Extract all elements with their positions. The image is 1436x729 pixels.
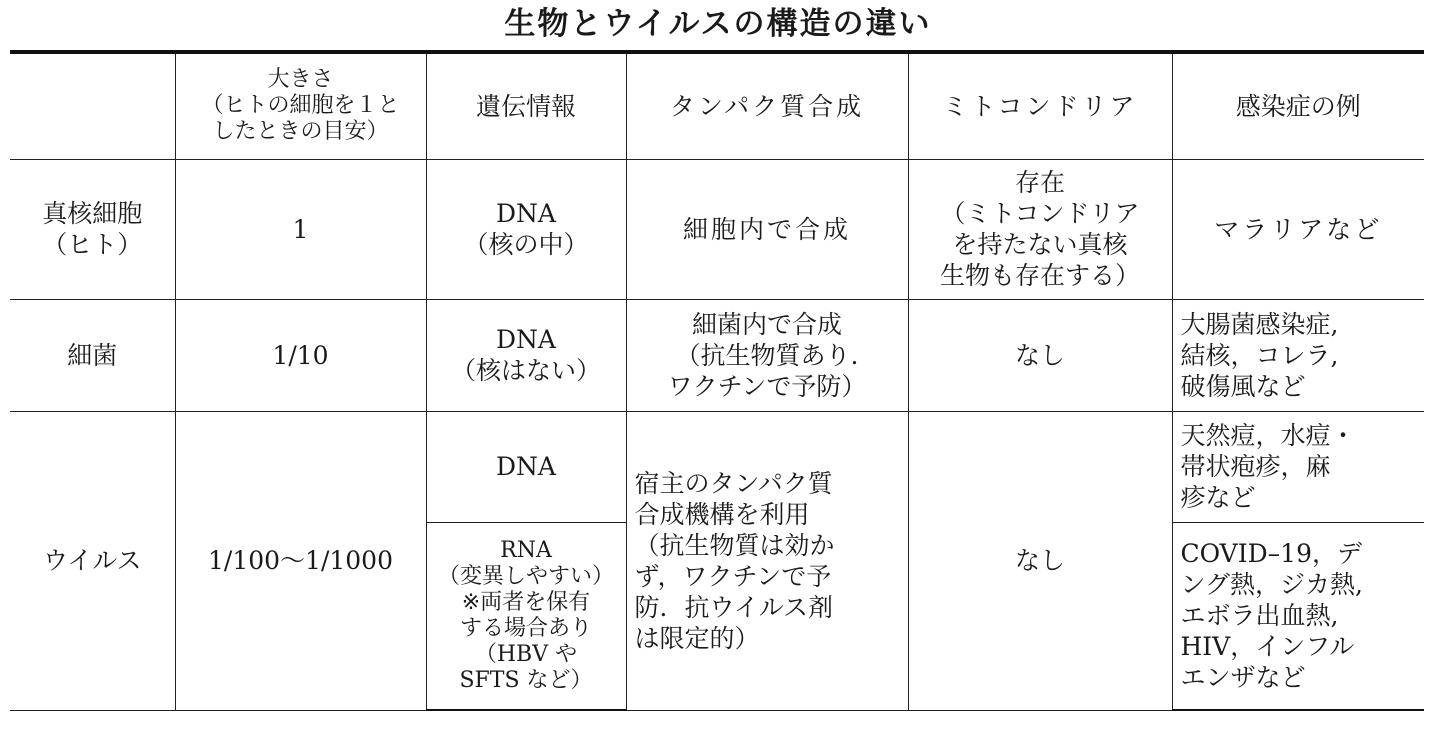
page-title: 生物とウイルスの構造の違い — [504, 6, 932, 42]
example-eukaryote: マラリアなど — [1172, 159, 1424, 299]
header-genetic-info: 遺伝情報 — [426, 52, 626, 159]
table-row-virus-dna — [10, 411, 1424, 522]
mito-virus: なし — [908, 411, 1172, 710]
mito-bacteria: なし — [908, 299, 1172, 411]
example-virus-dna: 天然痘，水痘・ 帯状疱疹，麻 疹など — [1172, 411, 1424, 522]
size-bacteria: 1/10 — [175, 299, 426, 411]
genetic-eukaryote: DNA （核の中） — [426, 159, 626, 299]
header-protein-synthesis: タンパク質合成 — [626, 52, 908, 159]
example-virus-rna: COVID–19，デ ング熱，ジカ熱, エボラ出血熱, HIV，インフル エンザなど — [1172, 522, 1424, 710]
header-row — [10, 52, 1424, 159]
header-mitochondria: ミトコンドリア — [908, 52, 1172, 159]
size-virus: 1/100〜1/1000 — [175, 411, 426, 710]
genetic-virus-rna: RNA （変異しやすい） ※両者を保有 する場合あり （HBV や SFTS など） — [426, 522, 626, 710]
protein-eukaryote: 細胞内で合成 — [626, 159, 908, 299]
comparison-table — [10, 50, 1424, 711]
row-label-bacteria: 細菌 — [10, 299, 175, 411]
genetic-virus-dna: DNA — [426, 411, 626, 522]
header-infection-examples: 感染症の例 — [1172, 52, 1424, 159]
row-label-eukaryote: 真核細胞 （ヒト） — [10, 159, 175, 299]
protein-bacteria: 細菌内で合成 （抗生物質あり. ワクチンで予防） — [626, 299, 908, 411]
header-size: 大きさ （ヒトの細胞を１と したときの目安） — [175, 52, 426, 159]
table-row-eukaryote — [10, 159, 1424, 299]
protein-virus: 宿主のタンパク質 合成機構を利用 （抗生物質は効か ず，ワクチンで予 防．抗ウイルス剤 は限定的） — [626, 411, 908, 710]
table-row-bacteria — [10, 299, 1424, 411]
header-blank-cell — [10, 52, 175, 159]
size-eukaryote: 1 — [175, 159, 426, 299]
row-label-virus: ウイルス — [10, 411, 175, 710]
example-bacteria: 大腸菌感染症, 結核，コレラ, 破傷風など — [1172, 299, 1424, 411]
mito-eukaryote: 存在 （ミトコンドリア を持たない真核 生物も存在する） — [908, 159, 1172, 299]
genetic-bacteria: DNA （核はない） — [426, 299, 626, 411]
